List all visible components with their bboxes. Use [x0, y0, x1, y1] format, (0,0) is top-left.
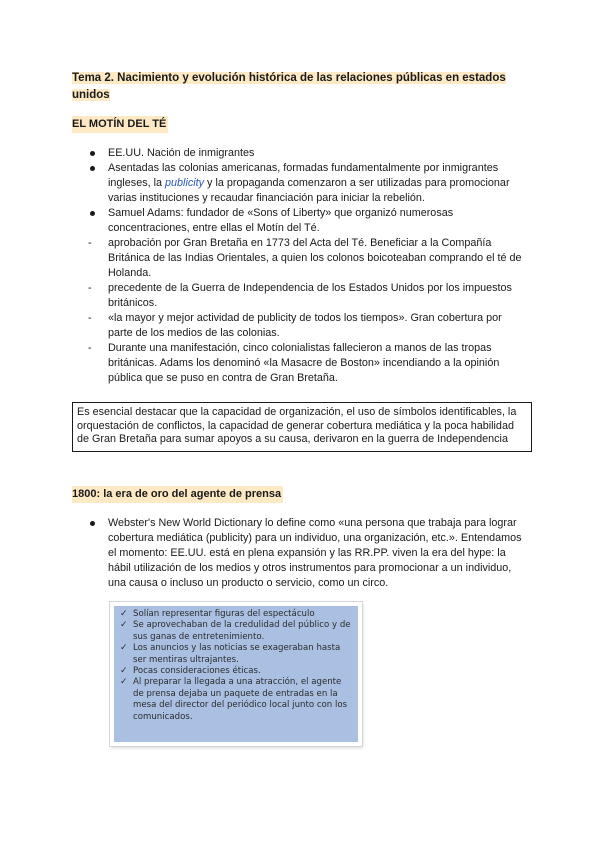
bullet-dot-icon	[88, 516, 102, 531]
list-item-text: precedente de la Guerra de Independencia de los Estados Unidos por los impuestos británicos.	[108, 282, 512, 309]
motin-list	[88, 146, 528, 386]
checkmark-icon: ✓	[120, 609, 128, 619]
list-item-text: aprobación por Gran Bretaña en 1773 del Acta del Té. Beneficiar a la Compañía Británica de las Indias Orientales, a quien los colonos boicoteaban comprando el té de Holanda.	[108, 237, 522, 279]
checkmark-icon: ✓	[120, 620, 128, 631]
list-item	[88, 161, 528, 206]
checklist-item-text: Se aprovechaban de la credulidad del público y de sus ganas de entretenimiento.	[133, 620, 351, 642]
embedded-image	[110, 602, 362, 746]
checkmark-icon: ✓	[120, 677, 128, 688]
checklist-item	[120, 677, 352, 723]
list-item	[88, 341, 528, 386]
list-item	[88, 516, 528, 591]
section-heading-agente-prensa: 1800: la era de oro del agente de prensa	[72, 486, 283, 503]
checklist-item	[120, 609, 352, 620]
image-checklist-panel	[114, 606, 358, 742]
section-heading-motin: EL MOTÍN DEL TÉ	[72, 116, 168, 133]
agente-prensa-list	[88, 516, 528, 591]
list-item	[88, 206, 528, 236]
checklist-item-text: Solían representar figuras del espectáculo	[133, 609, 315, 619]
checklist-item	[120, 666, 352, 677]
list-item-text: «la mayor y mejor actividad de publicity de todos los tiempos». Gran cobertura por parte de los medios de las colonias.	[108, 312, 502, 339]
dash-marker: -	[88, 312, 92, 324]
list-item-text: Asentadas las colonias americanas, formadas fundamentalmente por inmigrantes ingleses, la publicity y la propaganda comenzaron a ser utilizadas para promocionar varias instituciones y recaudar financiación para iniciar la rebelión.	[108, 162, 510, 204]
boxed-note: Es esencial destacar que la capacidad de organización, el uso de símbolos identificables, la orquestación de conflictos, la capacidad de generar cobertura mediática y la poca habilidad de Gran Bretaña para sumar apoyos a su causa, derivaron en la guerra de Independencia	[72, 402, 532, 452]
checkmark-icon: ✓	[120, 666, 128, 677]
list-item	[88, 236, 528, 281]
checklist-item-text: Al preparar la llegada a una atracción, el agente de prensa dejaba un paquete de entradas en la mesa del director del periódico local junto con los comunicados.	[133, 677, 348, 722]
list-item-text: EE.UU. Nación de inmigrantes	[108, 147, 255, 159]
list-item	[88, 281, 528, 311]
dash-marker: -	[88, 237, 92, 249]
checklist-item-text: Pocas consideraciones éticas.	[133, 666, 261, 677]
dash-marker: -	[88, 282, 92, 294]
bullet-dot-icon	[88, 161, 102, 176]
checklist-item	[120, 643, 352, 666]
dash-marker: -	[88, 342, 92, 354]
list-item-text: Samuel Adams: fundador de «Sons of Liberty» que organizó numerosas concentraciones, entre ellas el Motín del Té.	[108, 207, 454, 234]
checkmark-icon: ✓	[120, 643, 128, 654]
page-title-text: Tema 2. Nacimiento y evolución histórica de las relaciones públicas en estados unidos	[72, 72, 506, 101]
checklist-item-text: Los anuncios y las noticias se exageraban hasta ser mentiras ultrajantes.	[133, 643, 341, 665]
list-item	[88, 311, 528, 341]
publicity-term: publicity	[165, 177, 205, 189]
page-title	[72, 70, 512, 104]
bullet-dot-icon	[88, 206, 102, 221]
list-item-text: Durante una manifestación, cinco colonialistas fallecieron a manos de las tropas británicas. Adams los denominó «la Masacre de Boston» incendiando a la opinión pública que se puso en contra de Gran Bretaña.	[108, 342, 500, 384]
bullet-dot-icon	[88, 146, 102, 161]
list-item-text: Webster's New World Dictionary lo define como «una persona que trabaja para lograr cobertura mediática (publicity) para un individuo, una organización, etc.». Entendamos el momento: EE.UU. está en plena expansión y las RR.PP. viven la era del hype: la hábil utilización de los medios y otros instrumentos para promocionar a un individuo, una causa o incluso un producto o servicio, como un circo.	[108, 517, 522, 589]
image-checklist	[120, 609, 352, 723]
list-item	[88, 146, 528, 161]
checklist-item	[120, 620, 352, 643]
